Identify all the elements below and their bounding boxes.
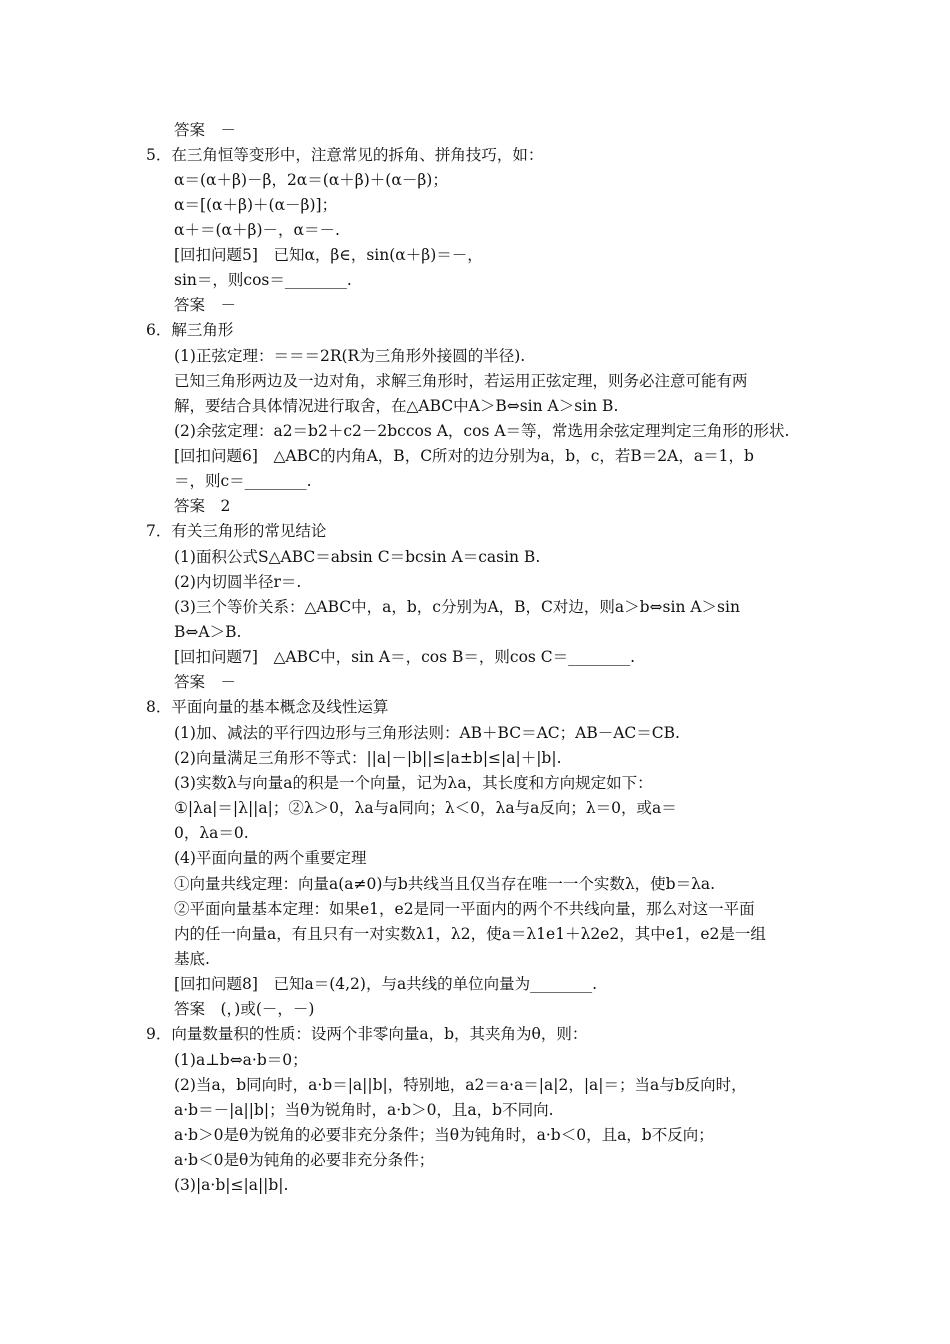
- text-line: (2)内切圆半径r＝.: [174, 573, 302, 591]
- formula-line: α＝(α＋β)－β，2α＝(α＋β)＋(α－β)；: [174, 171, 448, 189]
- text-line: (1)加、减法的平行四边形与三角形法则：AB＋BC＝AC；AB－AC＝CB.: [174, 724, 680, 742]
- text-line: a·b＜0是θ为钝角的必要非充分条件；: [174, 1151, 435, 1169]
- text-line: 0，λa＝0.: [174, 824, 249, 842]
- answer-line: 答案 2: [174, 497, 231, 515]
- item-9-heading: 9．向量数量积的性质：设两个非零向量a，b，其夹角为θ，则：: [146, 1025, 588, 1043]
- formula-line: α＝[(α＋β)＋(α－β)]；: [174, 196, 338, 214]
- text-line: a·b＝－|a||b|；当θ为锐角时，a·b＞0，且a，b不同向.: [174, 1101, 554, 1119]
- text-line: (2)余弦定理：a2＝b2＋c2－2bccos A，cos A＝等，常选用余弦定理判定三角形的形状.: [174, 422, 790, 440]
- text-line: (2)当a，b同向时，a·b＝|a||b|，特别地，a2＝a·a＝|a|2，|a|＝；当a与b反向时，: [174, 1076, 747, 1094]
- text-line: (3)|a·b|≤|a||b|.: [174, 1176, 289, 1194]
- answer-line: 答案 －: [174, 673, 237, 691]
- review-question-7: [回扣问题7] △ABC中，sin A＝，cos B＝，则cos C＝________.: [174, 648, 636, 666]
- text-line: ②平面向量基本定理：如果e1，e2是同一平面内的两个不共线向量，那么对这一平面: [174, 900, 755, 918]
- text-line: (3)三个等价关系：△ABC中，a，b，c分别为A，B，C对边，则a＞b⇔sin A＞sin: [174, 598, 740, 616]
- item-6-heading: 6．解三角形: [146, 321, 234, 339]
- text-line: (1)a⊥b⇔a·b＝0；: [174, 1051, 308, 1069]
- text-line: 已知三角形两边及一边对角，求解三角形时，若运用正弦定理，则务必注意可能有两: [174, 372, 748, 390]
- text-line: (4)平面向量的两个重要定理: [174, 849, 367, 867]
- item-7-heading: 7．有关三角形的常见结论: [146, 522, 327, 540]
- item-8-heading: 8．平面向量的基本概念及线性运算: [146, 698, 389, 716]
- text-line: (3)实数λ与向量a的积是一个向量，记为λa，其长度和方向规定如下：: [174, 774, 653, 792]
- text-line: 解，要结合具体情况进行取舍，在△ABC中A＞B⇔sin A＞sin B.: [174, 397, 619, 415]
- text-line: 基底.: [174, 950, 210, 968]
- text-line: ①向量共线定理：向量a(a≠0)与b共线当且仅当存在唯一一个实数λ，使b＝λa.: [174, 875, 716, 893]
- answer-line: 答案 －: [174, 296, 237, 314]
- review-question-5: [回扣问题5] 已知α，β∈，sin(α＋β)＝－，: [174, 246, 483, 264]
- answer-line: 答案 (，)或(－，－): [174, 1000, 315, 1018]
- text-line: (1)正弦定理：＝＝＝2R(R为三角形外接圆的半径).: [174, 347, 526, 365]
- text-line: B⇔A＞B.: [174, 623, 242, 641]
- text-line: a·b＞0是θ为锐角的必要非充分条件；当θ为钝角时，a·b＜0，且a，b不反向；: [174, 1126, 714, 1144]
- text-line: (1)面积公式S△ABC＝absin C＝bcsin A＝casin B.: [174, 548, 541, 566]
- review-question-6: [回扣问题6] △ABC的内角A，B，C所对的边分别为a，b，c，若B＝2A，a＝1，b: [174, 447, 754, 465]
- answer-line: 答案 －: [174, 121, 237, 139]
- formula-line: α＋＝(α＋β)－，α＝－.: [174, 221, 340, 239]
- text-line: ①|λa|＝|λ||a|；②λ＞0，λa与a同向；λ＜0，λa与a反向；λ＝0，或a＝: [174, 799, 677, 817]
- text-line: 内的任一向量a，有且只有一对实数λ1，λ2，使a＝λ1e1＋λ2e2，其中e1，e2是一组: [174, 925, 766, 943]
- item-5-heading: 5．在三角恒等变形中，注意常见的拆角、拼角技巧，如：: [146, 146, 544, 164]
- review-question-6-cont: ＝，则c＝________.: [174, 472, 312, 490]
- text-line: (2)向量满足三角形不等式：||a|－|b||≤|a±b|≤|a|＋|b|.: [174, 749, 562, 767]
- review-question-8: [回扣问题8] 已知a＝(4,2)，与a共线的单位向量为________.: [174, 975, 598, 993]
- review-question-5-cont: sin＝，则cos＝________.: [174, 271, 352, 289]
